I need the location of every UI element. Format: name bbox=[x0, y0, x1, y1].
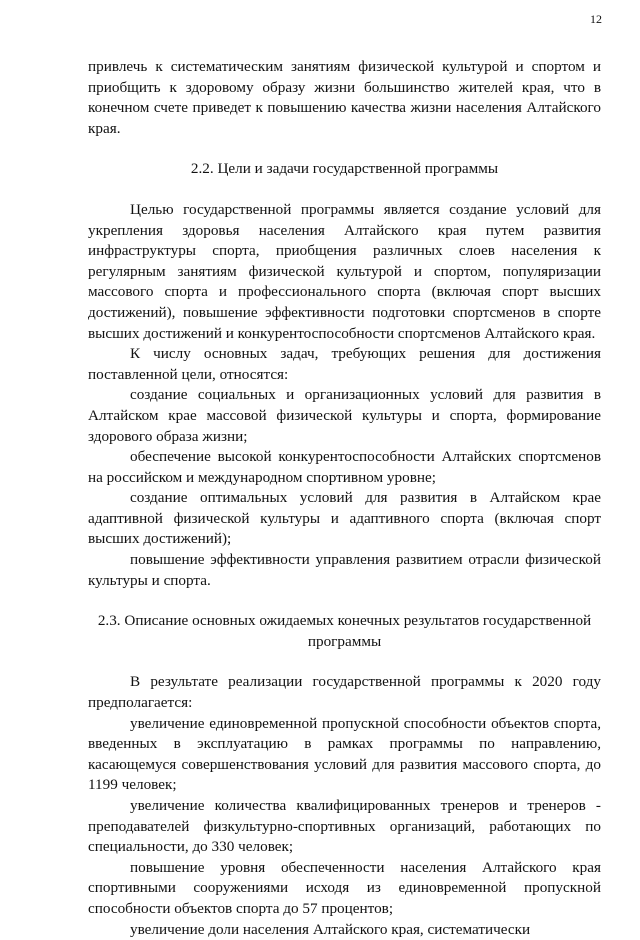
section-heading-results-line1: 2.3. Описание основных ожидаемых конечных результатов государственной bbox=[97, 612, 592, 630]
task-item: обеспечение высокой конкурентоспособности Алтайских спортсменов на российском и международном спортивном уровне; bbox=[88, 448, 601, 486]
result-item: увеличение количества квалифицированных тренеров и тренеров - преподавателей физкультурно-спортивных организаций, работающих по специальности, до 330 человек; bbox=[88, 797, 601, 856]
task-item: создание социальных и организационных условий для развития в Алтайском крае массовой физической культуры и спорта, формирование здорового образа жизни; bbox=[88, 386, 601, 445]
results-intro-paragraph: В результате реализации государственной программы к 2020 году предполагается: bbox=[88, 673, 601, 712]
task-item: создание оптимальных условий для развития в Алтайском крае адаптивной физической культуры и адаптивного спорта (включая спорт высших достижений); bbox=[88, 489, 601, 548]
goal-paragraph: Целью государственной программы является создание условий для укрепления здоровья населения Алтайского края путем развития инфраструктуры спорта, приобщения различных слоев населения к регулярным занятиям физической культурой и спортом, популяризации массового спорта и профессионального спорта (включая спорт высших достижений), повышение эффективности подготовки спортсменов в спорте высших достижений и конкурентоспособности спортсменов Алтайского края. bbox=[88, 200, 601, 342]
page-number: 12 bbox=[590, 12, 602, 26]
section-heading-goals: 2.2. Цели и задачи государственной программы bbox=[190, 160, 499, 178]
result-item: увеличение единовременной пропускной способности объектов спорта, введенных в эксплуатацию в рамках программы по направлению, касающемуся совершенствования условий для развития массового спорта, до 1199 человек; bbox=[88, 714, 601, 794]
task-item: повышение эффективности управления развитием отрасли физической культуры и спорта. bbox=[88, 551, 601, 589]
tasks-intro-paragraph: К числу основных задач, требующих решения для достижения поставленной цели, относятся: bbox=[88, 345, 601, 383]
result-item: увеличение доли населения Алтайского края, систематически bbox=[130, 920, 531, 938]
intro-paragraph: привлечь к систематическим занятиям физической культурой и спортом и приобщить к здоровому образу жизни большинство жителей края, что в конечном счете приведет к повышению качества жизни населения Алтайского края. bbox=[88, 58, 601, 137]
document-body bbox=[88, 57, 601, 940]
section-heading-results bbox=[88, 611, 601, 652]
section-heading-results-line2: программы bbox=[307, 632, 382, 650]
result-item: повышение уровня обеспеченности населения Алтайского края спортивными сооружениями исходя из единовременной пропускной способности объектов спорта до 57 процентов; bbox=[88, 858, 601, 917]
